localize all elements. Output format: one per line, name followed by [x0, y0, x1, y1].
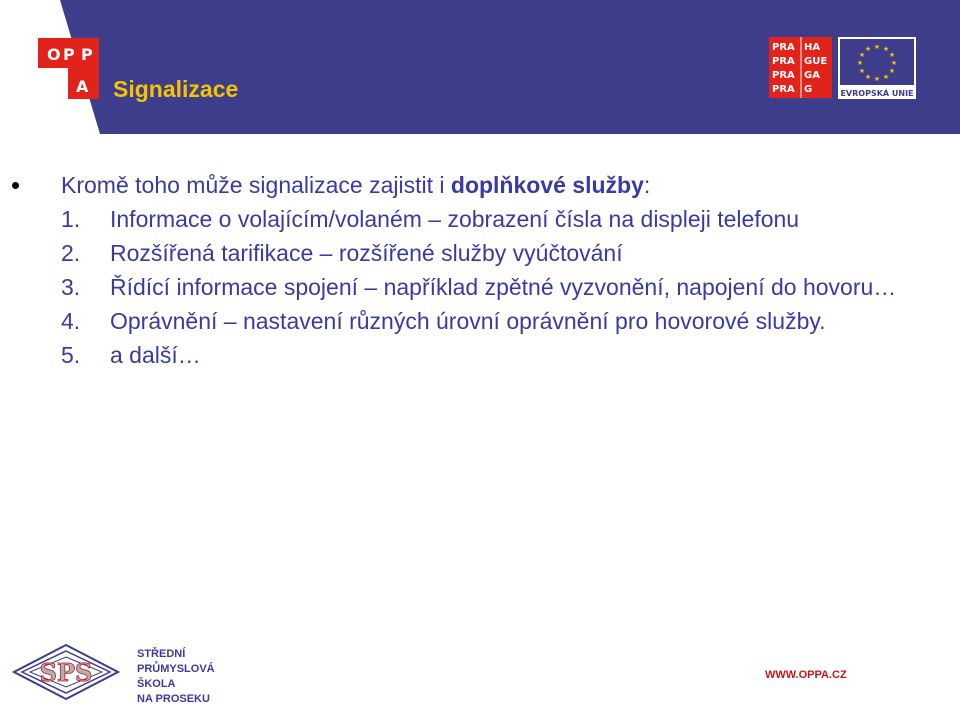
svg-text:★: ★ — [888, 51, 896, 59]
oppa-letter: O — [47, 45, 61, 64]
praha-logo-text: PRA — [772, 42, 795, 53]
intro-suffix: : — [643, 172, 651, 198]
praha-logo-text: PRA — [772, 56, 795, 67]
slide-content — [0, 168, 960, 372]
oppa-logo — [38, 38, 99, 99]
school-name — [137, 647, 215, 707]
svg-text:★: ★ — [873, 43, 881, 51]
svg-text:★: ★ — [888, 67, 896, 75]
oppa-letter: P — [81, 45, 93, 64]
oppa-letter: A — [76, 77, 89, 96]
list-item-text: Oprávnění – nastavení různých úrovní oprávnění pro hovorové služby. — [110, 308, 826, 334]
svg-text:★: ★ — [882, 73, 890, 81]
list-item-text: Řídící informace spojení – například zpětné vyzvonění, napojení do hovoru… — [110, 274, 897, 300]
list-item — [0, 338, 960, 372]
eu-flag-logo — [838, 37, 916, 99]
praha-logo-text: GA — [804, 70, 820, 81]
bullet-intro — [0, 168, 960, 202]
bullet-icon — [12, 182, 19, 189]
list-item-text: Rozšířená tarifikace – rozšířené služby vyúčtování — [110, 240, 623, 266]
praha-logo — [769, 37, 832, 98]
svg-text:★: ★ — [873, 75, 881, 83]
school-name-line: ŠKOLA — [137, 678, 176, 690]
eu-label: EVROPSKÁ UNIE — [840, 89, 914, 98]
website-link[interactable]: WWW.OPPA.CZ — [765, 669, 847, 681]
school-name-line: PRŮMYSLOVÁ — [137, 663, 215, 675]
svg-text:★: ★ — [882, 45, 890, 53]
list-item — [0, 304, 960, 338]
praha-logo-text: GUE — [804, 56, 828, 67]
list-item — [0, 236, 960, 270]
svg-text:★: ★ — [864, 45, 872, 53]
list-item-number: 2. — [61, 240, 81, 266]
list-item-number: 3. — [61, 274, 81, 300]
intro-text: Kromě toho může signalizace zajistit i — [61, 172, 451, 198]
intro-bold: doplňkové služby — [450, 172, 644, 198]
svg-text:★: ★ — [890, 59, 898, 67]
list-item — [0, 202, 960, 236]
sps-logo-text: SPS — [39, 658, 93, 687]
school-name-line: NA PROSEKU — [137, 693, 210, 705]
page-title: Signalizace — [113, 76, 239, 102]
svg-text:★: ★ — [858, 67, 866, 75]
list-item-text: Informace o volajícím/volaném – zobrazení čísla na displeji telefonu — [110, 206, 800, 232]
list-item — [0, 270, 960, 304]
list-item-number: 4. — [61, 308, 81, 334]
praha-logo-text: PRA — [772, 84, 795, 95]
intro-line — [61, 168, 650, 202]
svg-text:★: ★ — [858, 51, 866, 59]
oppa-letter: P — [63, 45, 75, 64]
school-name-line: STŘEDNÍ — [137, 648, 186, 660]
praha-logo-text: HA — [804, 42, 821, 53]
praha-logo-text: G — [804, 84, 813, 95]
svg-text:★: ★ — [856, 59, 864, 67]
sps-school-logo — [12, 643, 120, 701]
list-item-text: a další… — [110, 342, 201, 368]
list-item-number: 1. — [61, 206, 81, 232]
svg-text:★: ★ — [864, 73, 872, 81]
list-item-number: 5. — [61, 342, 81, 368]
praha-logo-text: PRA — [772, 70, 795, 81]
